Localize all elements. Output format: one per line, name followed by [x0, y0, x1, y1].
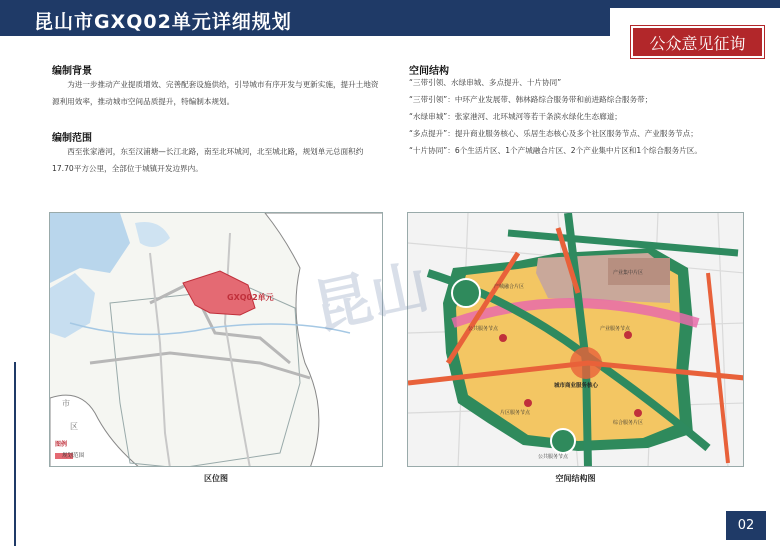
- structure-line: “多点提升”：提升商业服务核心、乐居生态核心及多个社区服务节点、产业服务节点；: [409, 129, 698, 138]
- structure-map-caption: 空间结构图: [555, 474, 596, 483]
- unit-label: GXQ02单元: [227, 293, 274, 302]
- structure-line: “三带引领”：中环产业发展带、韩林路综合服务带和前进路综合服务带；: [409, 95, 653, 104]
- node-label: 产城融合片区: [494, 284, 525, 290]
- header-bar-extension: [610, 0, 780, 8]
- place-label: 市: [62, 399, 70, 408]
- node-label: 产业服务节点: [600, 326, 631, 332]
- public-consultation-badge: 公众意见征询: [631, 26, 764, 58]
- background-heading: 编制背景: [52, 66, 92, 77]
- center-label: 城市商业服务核心: [554, 383, 599, 389]
- structure-text: [409, 74, 743, 159]
- structure-line: “三带引领、水绿串城、多点提升、十片协同”: [409, 78, 562, 87]
- node-label: 综合服务片区: [613, 420, 644, 426]
- node-label: 片区服务节点: [500, 410, 531, 416]
- watermark: 昆山: [307, 251, 435, 343]
- node-label: 产业集中片区: [613, 270, 644, 276]
- location-map: [49, 212, 383, 467]
- page-title: 昆山市GXQ02单元详细规划: [34, 11, 292, 33]
- structure-line: “十片协同”：6个生活片区、1个产城融合片区、2个产业集中片区和1个综合服务片区。: [409, 146, 702, 155]
- node-label: 公共服务节点: [468, 326, 499, 332]
- structure-map: [407, 212, 744, 467]
- left-accent-rule: [14, 362, 16, 546]
- structure-line: “水绿串城”：张家港河、北环城河等若干条滨水绿化生态廊道；: [409, 112, 622, 121]
- page-number: 02: [726, 511, 766, 540]
- location-map-graphic: [50, 213, 383, 467]
- legend-item: 规划范围: [62, 453, 85, 459]
- location-map-caption: 区位图: [204, 474, 228, 483]
- structure-map-graphic: [408, 213, 744, 467]
- background-text: 为进一步推动产业提质增效、完善配套设施供给，引导城市有序开发与更新实施，提升土地资源利用效率，推动城市空间品质提升，特编制本规划。: [52, 80, 379, 106]
- place-label: 区: [70, 422, 78, 431]
- scope-text: 西至张家港河，东至汉浦塘—长江北路，南至北环城河，北至城北路，规划单元总面积约17.70平方公里，全部位于城镇开发边界内。: [52, 147, 364, 173]
- node-label: 公共服务节点: [538, 454, 569, 460]
- legend-title: 图例: [55, 441, 68, 448]
- structure-heading: 空间结构: [409, 66, 449, 77]
- scope-heading: 编制范围: [52, 133, 92, 144]
